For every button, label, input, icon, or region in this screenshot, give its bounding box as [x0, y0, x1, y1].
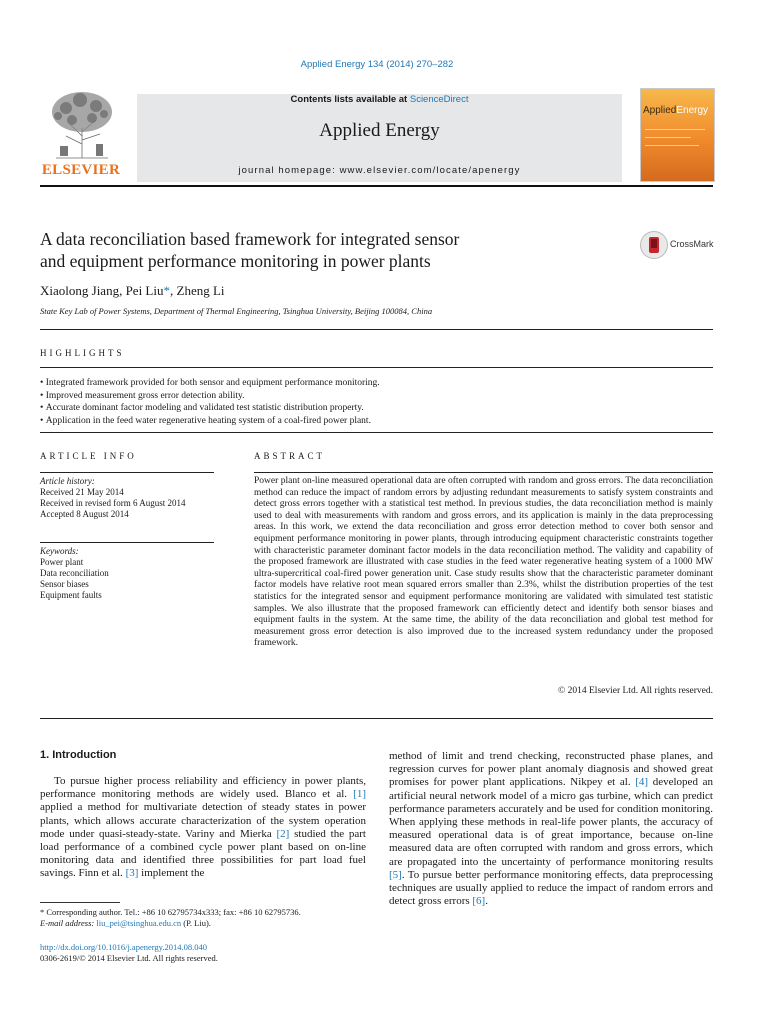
- footnote-rule: [40, 902, 120, 903]
- section-rule: [40, 472, 214, 473]
- footnote: [40, 907, 370, 929]
- citation-link[interactable]: [6]: [472, 895, 486, 908]
- highlight-item: • Accurate dominant factor modeling and validated test statistic distribution property.: [40, 402, 700, 415]
- highlight-item: • Application in the feed water regenerative heating system of a coal-fired power plant.: [40, 415, 700, 428]
- cover-decoration: [645, 137, 691, 138]
- author-list: Xiaolong Jiang, Pei Liu*, Zheng Li: [40, 283, 225, 298]
- journal-homepage[interactable]: journal homepage: www.elsevier.com/locate/apenergy: [238, 165, 521, 176]
- highlights-list: [40, 377, 700, 427]
- citation-link[interactable]: [4]: [635, 776, 649, 789]
- keyword: Power plant: [40, 557, 84, 567]
- journal-cover[interactable]: [640, 88, 715, 182]
- abstract-copyright: © 2014 Elsevier Ltd. All rights reserved.: [558, 686, 713, 696]
- received-date: Received 21 May 2014: [40, 487, 124, 497]
- email-note: E-mail address: liu_pei@tsinghua.edu.cn (P. Liu).: [40, 918, 211, 928]
- highlight-item: • Integrated framework provided for both sensor and equipment performance monitoring.: [40, 377, 700, 390]
- citation-link[interactable]: [1]: [353, 788, 366, 801]
- sciencedirect-link[interactable]: ScienceDirect: [409, 94, 469, 105]
- section-heading-introduction: 1. Introduction: [40, 749, 117, 761]
- citation-link[interactable]: [3]: [125, 867, 139, 880]
- section-rule: [40, 718, 713, 719]
- crossmark-badge[interactable]: [640, 231, 750, 261]
- history-label: Article history:: [40, 476, 95, 486]
- article-history: [40, 476, 214, 520]
- journal-citation[interactable]: Applied Energy 134 (2014) 270–282: [300, 59, 454, 70]
- corresponding-author-note: * Corresponding author. Tel.: +86 10 62795734x333; fax: +86 10 62795736.: [40, 907, 301, 917]
- corresponding-author-marker[interactable]: *: [163, 283, 170, 298]
- citation-link[interactable]: [5]: [389, 868, 402, 881]
- section-rule: [40, 432, 713, 433]
- doi-block: [40, 942, 218, 964]
- affiliation: State Key Lab of Power Systems, Department of Thermal Engineering, Tsinghua University, Beijing 100084, China: [40, 306, 433, 316]
- abstract-text: Power plant on-line measured operational data are often corrupted with random and gross errors. The data reconciliation method can reduce the impact of random errors by adjusting redundant measurements to satisfy system constraints and detect gross errors together with a statistical test method. In previous studies, the data reconciliation method is mainly used to deal with measurements with random and gross errors, and its application is mainly in the data preprocessing areas. In this work, we extend the data reconciliation and gross error detection method to cover both sensor and equipment performance monitoring in power plants, through introducing equipment characteristic constraints together with characteristic parameter dominant factor models in the data reconciliation method. The validity and capability of the proposed framework are illustrated with case studies in the feed water regenerative heating system of a 1000 MW ultra-supercritical coal-fired power generation unit. Case study results show that the characteristic parameter dominant factor models have relative root mean squared errors smaller than 2.3%, whilst the distribution properties of the test statistics for the integrated sensor and equipment performance monitoring are validated with simulated test statistic samples. We also illustrate that the proposed framework can efficiently detect and identify both sensor biases and equipment faults in the system. At the same time, the ability of the data reconciliation and global test method for measurement gross error detection is also improved due to the increased system redundancy under the proposed framework.: [254, 476, 713, 649]
- revised-date: Received in revised form 6 August 2014: [40, 498, 186, 508]
- cover-title: AppliedEnergy: [643, 105, 709, 116]
- journal-name: Applied Energy: [319, 120, 440, 141]
- section-rule: [254, 472, 713, 473]
- abstract-heading: ABSTRACT: [254, 451, 326, 461]
- article-title: A data reconciliation based framework for integrated sensor and equipment performance monitoring in power plants: [40, 229, 460, 271]
- section-rule: [40, 329, 713, 330]
- intro-paragraph-left: To pursue higher process reliability and efficiency in power plants, performance monitoring methods are widely used. Blanco et al. [1] applied a method for multivariate detection of steady states in power plants, which allows accurate characterization of the system operation mode under quasi-steady-state. Variny and Mierka [2] studied the part load performance of a combined cycle power plant based on on-line monitoring data and identified three possibilities for part load fuel savings. Finn et al. [3] implement the: [40, 775, 366, 880]
- crossmark-icon: [640, 231, 668, 259]
- keywords-block: [40, 546, 214, 601]
- email-link[interactable]: liu_pei@tsinghua.edu.cn: [96, 918, 182, 928]
- contents-line: [137, 94, 622, 105]
- keyword: Data reconciliation: [40, 568, 109, 578]
- keywords-label: Keywords:: [40, 546, 79, 556]
- cover-decoration: [645, 145, 699, 146]
- crossmark-label: CrossMark: [670, 239, 714, 249]
- highlight-item: • Improved measurement gross error detection ability.: [40, 390, 700, 403]
- section-rule: [40, 367, 713, 368]
- contents-prefix: Contents lists available at: [290, 94, 408, 105]
- elsevier-tree-icon: [46, 88, 118, 160]
- highlights-heading: HIGHLIGHTS: [40, 348, 125, 358]
- keyword: Sensor biases: [40, 579, 89, 589]
- keyword: Equipment faults: [40, 590, 102, 600]
- doi-link[interactable]: http://dx.doi.org/10.1016/j.apenergy.2014.08.040: [40, 942, 207, 952]
- article-info-heading: ARTICLE INFO: [40, 451, 137, 461]
- elsevier-logo: [40, 88, 122, 180]
- issn-line: 0306-2619/© 2014 Elsevier Ltd. All rights reserved.: [40, 953, 218, 963]
- publisher-wordmark: ELSEVIER: [41, 162, 121, 178]
- intro-paragraph-right: method of limit and trend checking, reconstructed phase planes, and regression curves for power plant anomaly diagnosis and showed great promises for power plant applications. Nikpey et al. [4] developed an artificial neural network model of a micro gas turbine, which can predict performance parameters accurately and be used for condition monitoring. When applying these methods in real-life power plants, the accuracy of measured operational data is of great importance, because on-line measured data are often corrupted with random and gross errors, which are propagated into the uncertainty of performance monitoring results [5]. To pursue better performance monitoring effects, data preprocessing techniques are usually applied to reduce the impact of random errors and detect gross errors [6].: [389, 750, 713, 908]
- section-rule: [40, 542, 214, 543]
- cover-decoration: [645, 129, 705, 130]
- accepted-date: Accepted 8 August 2014: [40, 509, 129, 519]
- header-rule: [40, 185, 713, 187]
- citation-link[interactable]: [2]: [276, 827, 290, 840]
